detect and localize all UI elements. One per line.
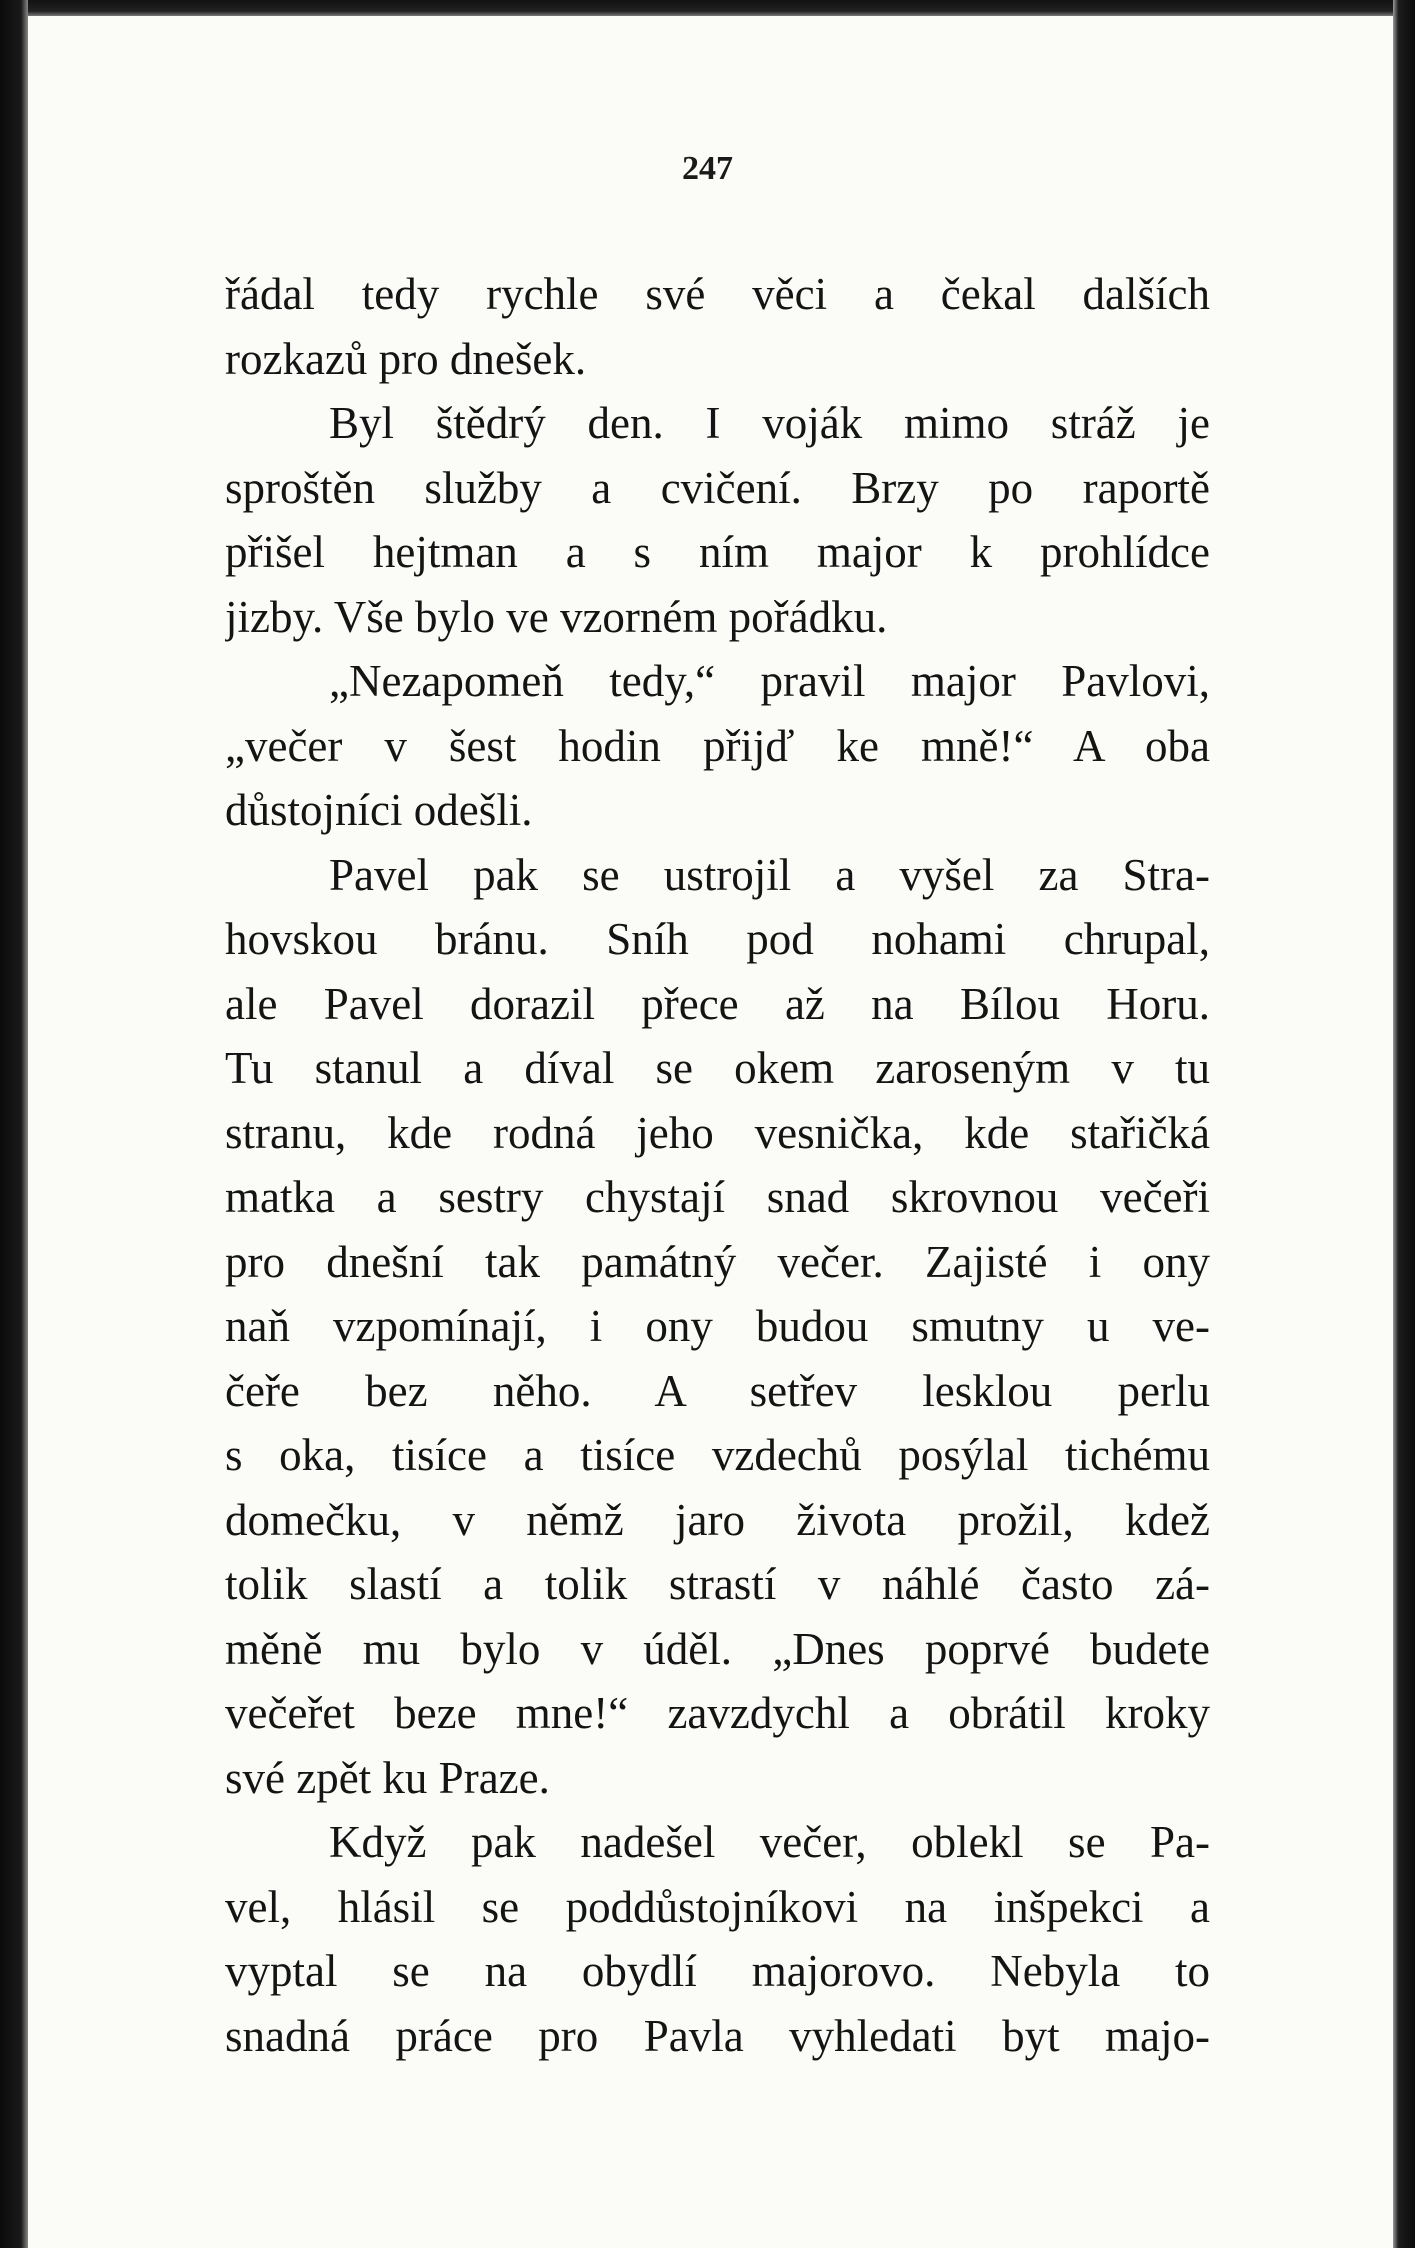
text-line: pro dnešní tak památný večer. Zajisté i ony — [225, 1236, 1210, 1287]
text-line: stranu, kde rodná jeho vesnička, kde stařičká — [225, 1107, 1210, 1158]
text-line: vel, hlásil se poddůstojníkovi na inšpekci a — [225, 1881, 1210, 1932]
text-line: důstojníci odešli. — [225, 785, 533, 835]
text-line: ale Pavel dorazil přece až na Bílou Horu. — [225, 978, 1210, 1029]
text-line: rozkazů pro dnešek. — [225, 333, 587, 384]
text-line: naň vzpomínají, i ony budou smutny u ve- — [225, 1301, 1210, 1351]
text-line: Tu stanul a díval se okem zaroseným v tu — [225, 1043, 1210, 1093]
text-line: matka a sestry chystají snad skrovnou večeři — [225, 1172, 1210, 1222]
text-line: domečku, v němž jaro života prožil, kdež — [225, 1494, 1210, 1545]
text-line: „Nezapomeň tedy,“ pravil major Pavlovi, — [329, 656, 1210, 706]
scan-edge-top — [0, 0, 1415, 16]
text-line: měně mu bylo v úděl. „Dnes poprvé budete — [225, 1623, 1210, 1674]
scan-edge-right — [1393, 0, 1415, 2248]
page-number: 247 — [682, 150, 733, 187]
text-line: Pavel pak se ustrojil a vyšel za Stra- — [329, 849, 1210, 900]
text-line: přišel hejtman a s ním major k prohlídce — [225, 527, 1210, 577]
text-line: Když pak nadešel večer, oblekl se Pa- — [329, 1817, 1210, 1867]
text-line: snadná práce pro Pavla vyhledati byt majo- — [225, 2010, 1210, 2061]
text-line: čeře bez něho. A setřev lesklou perlu — [225, 1365, 1210, 1416]
text-line: hovskou bránu. Sníh pod nohami chrupal, — [225, 914, 1210, 964]
text-line: večeřet beze mne!“ zavzdychl a obrátil kroky — [225, 1688, 1210, 1738]
text-line: Byl štědrý den. I voják mimo stráž je — [329, 398, 1210, 448]
text-line: své zpět ku Praze. — [225, 1752, 550, 1803]
text-line: řádal tedy rychle své věci a čekal dalších — [225, 269, 1210, 319]
text-line: „večer v šest hodin přijď ke mně!“ A oba — [225, 720, 1210, 771]
text-line: sproštěn služby a cvičení. Brzy po raportě — [225, 462, 1210, 513]
text-line: tolik slastí a tolik strastí v náhlé často zá- — [225, 1559, 1210, 1609]
text-line: vyptal se na obydlí majorovo. Nebyla to — [225, 1946, 1210, 1996]
body-text — [225, 262, 1210, 2068]
scan-edge-left — [0, 0, 28, 2248]
text-line: s oka, tisíce a tisíce vzdechů posýlal tichému — [225, 1430, 1210, 1480]
text-line: jizby. Vše bylo ve vzorném pořádku. — [225, 591, 888, 642]
